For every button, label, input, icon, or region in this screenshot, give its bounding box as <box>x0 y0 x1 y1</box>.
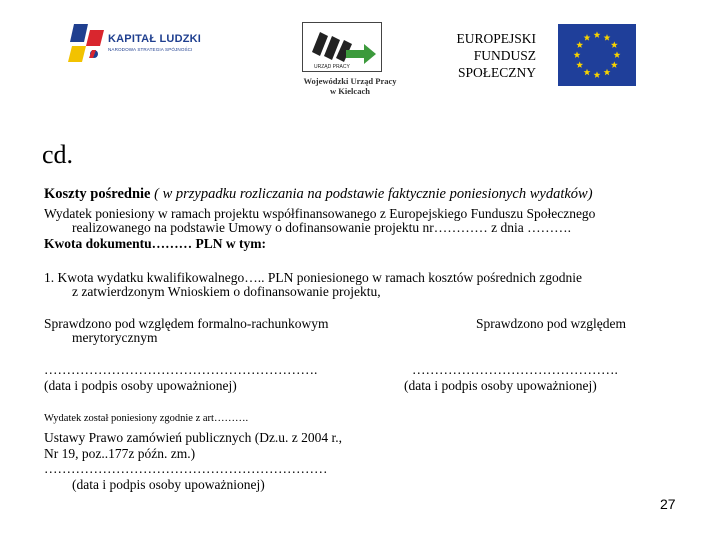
kapital-ludzki-logo <box>68 20 218 70</box>
dots-right: ………………………………………. <box>412 362 618 377</box>
dots-left: ……………………………………………………. <box>44 362 318 377</box>
efs-label <box>430 30 536 81</box>
art-note: Wydatek został poniesiony zgodnie z art………. <box>44 413 249 424</box>
expense-line2: realizowanego na podstawie Umowy o dofinansowanie projektu nr………… z dnia ………. <box>72 220 572 235</box>
checked-formal-line2: merytorycznym <box>72 330 158 345</box>
signature-bottom: (data i podpis osoby upoważnionej) <box>72 477 265 492</box>
kapital-ludzki-subtitle: NARODOWA STRATEGIA SPÓJNOŚCI <box>108 47 193 52</box>
checked-right: Sprawdzono pod względem <box>476 316 626 331</box>
page-number: 27 <box>660 496 676 512</box>
efs-line1: EUROPEJSKI <box>456 31 536 46</box>
wup-name-line2: w Kielcach <box>330 86 370 96</box>
dots-bottom: ……………………………………………………… <box>44 461 328 476</box>
checked-formal-line1: Sprawdzono pod względem formalno-rachunkowym <box>44 316 329 331</box>
efs-line3: SPOŁECZNY <box>457 65 536 80</box>
signature-right: (data i podpis osoby upoważnionej) <box>404 378 597 393</box>
efs-line2: FUNDUSZ <box>473 48 536 63</box>
wup-logo-text: URZĄD PRACY <box>314 64 350 70</box>
signature-left: (data i podpis osoby upoważnionej) <box>44 378 237 393</box>
expense-line1: Wydatek poniesiony w ramach projektu współfinansowanego z Europejskiego Funduszu Społecznego <box>44 206 596 221</box>
wup-emblem-icon <box>302 22 382 72</box>
kapital-ludzki-emblem-icon <box>68 20 108 64</box>
continuation-heading: cd. <box>42 140 74 169</box>
wup-name <box>270 76 430 96</box>
indirect-costs-title <box>44 186 593 202</box>
indirect-costs-label: Koszty pośrednie <box>44 186 151 202</box>
law-line1: Ustawy Prawo zamówień publicznych (Dz.u. z 2004 r., <box>44 430 343 445</box>
item1-line1: 1. Kwota wydatku kwalifikowalnego….. PLN poniesionego w ramach kosztów pośrednich zgodnie <box>44 270 583 285</box>
indirect-costs-note: ( w przypadku rozliczania na podstawie faktycznie poniesionych wydatków) <box>150 186 593 202</box>
law-line2: Nr 19, poz..177z późn. zm.) <box>44 446 196 461</box>
item1-line2: z zatwierdzonym Wnioskiem o dofinansowanie projektu, <box>72 284 381 299</box>
eu-flag <box>558 24 636 86</box>
wup-name-line1: Wojewódzki Urząd Pracy <box>303 76 397 86</box>
wup-logo <box>302 22 382 72</box>
document-amount: Kwota dokumentu……… PLN w tym: <box>44 236 267 251</box>
kapital-ludzki-title: KAPITAŁ LUDZKI <box>108 33 202 45</box>
eu-flag-icon <box>558 24 636 86</box>
